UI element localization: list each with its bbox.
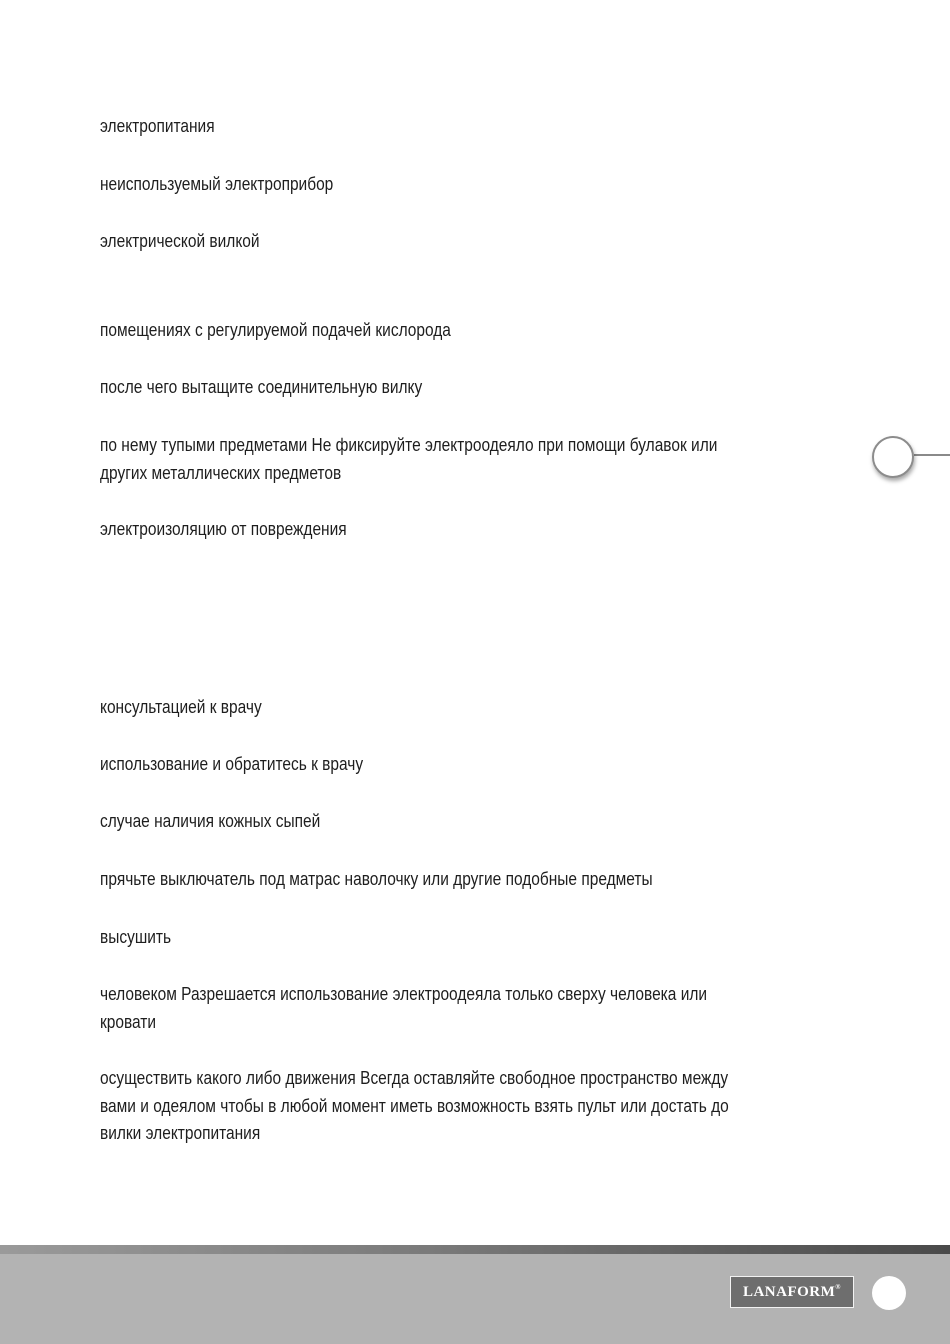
text-paragraph: электроизоляцию от повреждения [100, 519, 347, 539]
footer-gradient-band [0, 1245, 950, 1254]
registered-mark: ® [835, 1283, 842, 1291]
text-paragraph: неиспользуемый электроприбор [100, 174, 334, 194]
text-paragraph: консультацией к врачу [100, 697, 262, 717]
text-paragraph: случае наличия кожных сыпей [100, 811, 321, 831]
text-paragraph: электропитания [100, 116, 215, 136]
text-paragraph: электрической вилкой [100, 231, 260, 251]
page-number-circle [872, 1276, 906, 1310]
text-paragraph: после чего вытащите соединительную вилку [100, 377, 423, 397]
side-tab-connector [914, 454, 950, 456]
text-paragraph: высушить [100, 927, 172, 947]
brand-logo [730, 1276, 854, 1308]
text-paragraph: использование и обратитесь к врачу [100, 754, 364, 774]
text-paragraph: осуществить какого либо движения Всегда оставляйте свободное пространство между вами и одеялом чтобы в любой момент иметь возможность взять пульт или достать до вилки электропитания [100, 1068, 729, 1143]
text-paragraph: по нему тупыми предметами Не фиксируйте электроодеяло при помощи булавок или других металлических предметов [100, 435, 718, 483]
brand-logo-text: LANAFORM [742, 1284, 836, 1300]
side-tab-marker [872, 436, 914, 478]
text-paragraph: человеком Разрешается использование электроодеяла только сверху человека или кровати [100, 984, 708, 1032]
text-paragraph: помещениях с регулируемой подачей кислорода [100, 320, 451, 340]
text-paragraph: прячьте выключатель под матрас наволочку или другие подобные предметы [100, 869, 653, 889]
